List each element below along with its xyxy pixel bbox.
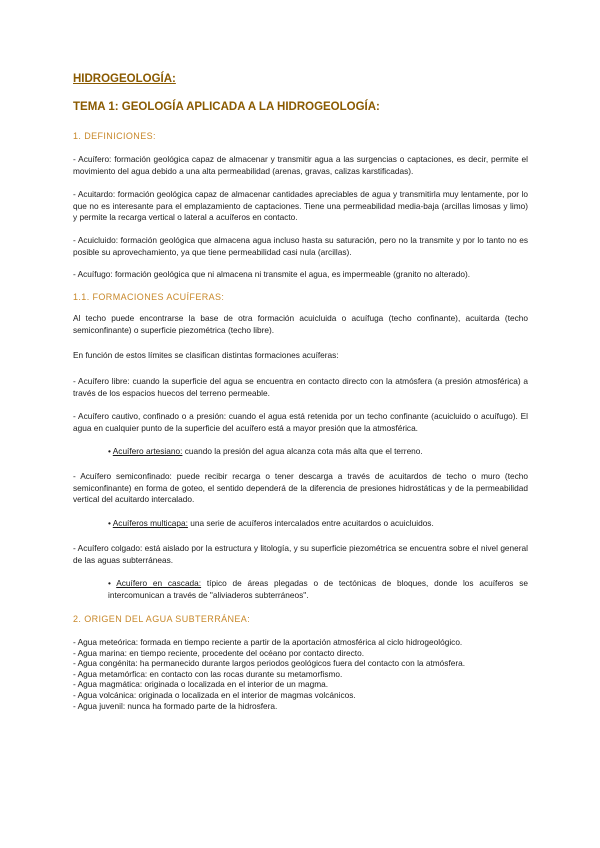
- definition-acuitardo: - Acuitardo: formación geológica capaz de almacenar cantidades apreciables de agua y transmitirla muy lentamente, por lo que no es interesante para el emplazamiento de captaciones. Tiene una permeabilidad media-baja (arcillas limosas y limo) y permite la recarga vertical o lateral a acuíferos en contacto.: [73, 189, 528, 223]
- definition-acuifugo: - Acuífugo: formación geológica que ni almacena ni transmite el agua, es impermeable (granito no alterado).: [73, 269, 471, 279]
- formaciones-intro: Al techo puede encontrarse la base de otra formación acuicluida o acuífuga (techo confinante), acuitarda (techo semiconfinante) o superficie piezométrica (techo libre).: [73, 313, 528, 335]
- artesiano-text: cuando la presión del agua alcanza cota más alta que el terreno.: [182, 446, 423, 456]
- multicapa-term: Acuíferos multicapa:: [112, 518, 188, 528]
- acuifero-libre: - Acuífero libre: cuando la superficie del agua se encuentra en contacto directo con la atmósfera (a presión atmosférica) a través de los espacios huecos del terreno permeable.: [73, 376, 528, 398]
- list-item: - Agua congénita: ha permanecido durante largos periodos geológicos fuera del contacto con la atmósfera.: [73, 658, 466, 669]
- acuifero-cautivo: - Acuífero cautivo, confinado o a presión: cuando el agua está retenida por un techo confinante (acuicluido o acuífugo). El agua en cualquier punto de la superficie del acuífero está a mayor presión que la atmosférica.: [73, 411, 528, 433]
- definition-acuifero: - Acuífero: formación geológica capaz de almacenar y transmitir agua a las surgencias o captaciones, es decir, permite el movimiento del agua debido a una alta permeabilidad (arenas, gravas, calizas karstificadas).: [73, 154, 528, 176]
- acuifero-semiconfinado: - Acuífero semiconfinado: puede recibir recarga o tener descarga a través de acuitardos de techo o muro (techo semiconfinante) en forma de goteo, el sentido dependerá de la diferencia de presiones hidrostáticas y de la permeabilidad vertical del acuitardo intercalado.: [73, 471, 528, 505]
- list-item: - Agua magmática: originada o localizada en el interior de un magma.: [73, 679, 329, 690]
- bullet-multicapa: [108, 518, 528, 530]
- bullet-artesiano: [108, 446, 528, 458]
- acuifero-colgado: - Acuífero colgado: está aislado por la estructura y litología, y su superficie piezométrica se encuentra sobre el nivel general de las aguas subterráneas.: [73, 543, 528, 565]
- document-title: HIDROGEOLOGÍA:: [73, 73, 176, 85]
- definition-acuicluido: - Acuicluido: formación geológica que almacena agua incluso hasta su saturación, pero no la transmite y por lo tanto no es posible su aprovechamiento, ya que tiene permeabilidad casi nula (arcillas).: [73, 235, 528, 257]
- list-item: - Agua marina: en tiempo reciente, procedente del océano por contacto directo.: [73, 647, 365, 658]
- cascada-text: típico de áreas plegadas o de tectónicas de bloques, donde los acuíferos se intercomunican a través de "aliviaderos subterráneos".: [108, 578, 528, 600]
- bullet-marker: •: [108, 446, 113, 456]
- bullet-marker: •: [108, 518, 113, 528]
- tema-title: TEMA 1: GEOLOGÍA APLICADA A LA HIDROGEOLOGÍA:: [73, 101, 380, 113]
- cascada-term: Acuífero en cascada:: [116, 578, 202, 588]
- list-item: - Agua juvenil: nunca ha formado parte de la hidrosfera.: [73, 700, 278, 711]
- section-heading-formaciones: 1.1. FORMACIONES ACUÍFERAS:: [73, 292, 225, 302]
- list-item: - Agua metamórfica: en contacto con las rocas durante su metamorfismo.: [73, 668, 343, 679]
- formaciones-clasificacion: En función de estos límites se clasifican distintas formaciones acuíferas:: [73, 350, 339, 360]
- bullet-cascada: [108, 578, 528, 601]
- origen-list: [73, 637, 528, 711]
- multicapa-text: una serie de acuíferos intercalados entre acuitardos o acuicluidos.: [187, 518, 434, 528]
- section-heading-origen: 2. ORIGEN DEL AGUA SUBTERRÁNEA:: [73, 614, 251, 624]
- list-item: - Agua meteórica: formada en tiempo reciente a partir de la aportación atmosférica al ciclo hidrogeológico.: [73, 637, 463, 647]
- section-heading-definiciones: 1. DEFINICIONES:: [73, 131, 156, 141]
- artesiano-term: Acuífero artesiano:: [112, 446, 183, 456]
- list-item: - Agua volcánica: originada o localizada en el interior de magmas volcánicos.: [73, 689, 356, 700]
- bullet-marker: •: [108, 578, 117, 588]
